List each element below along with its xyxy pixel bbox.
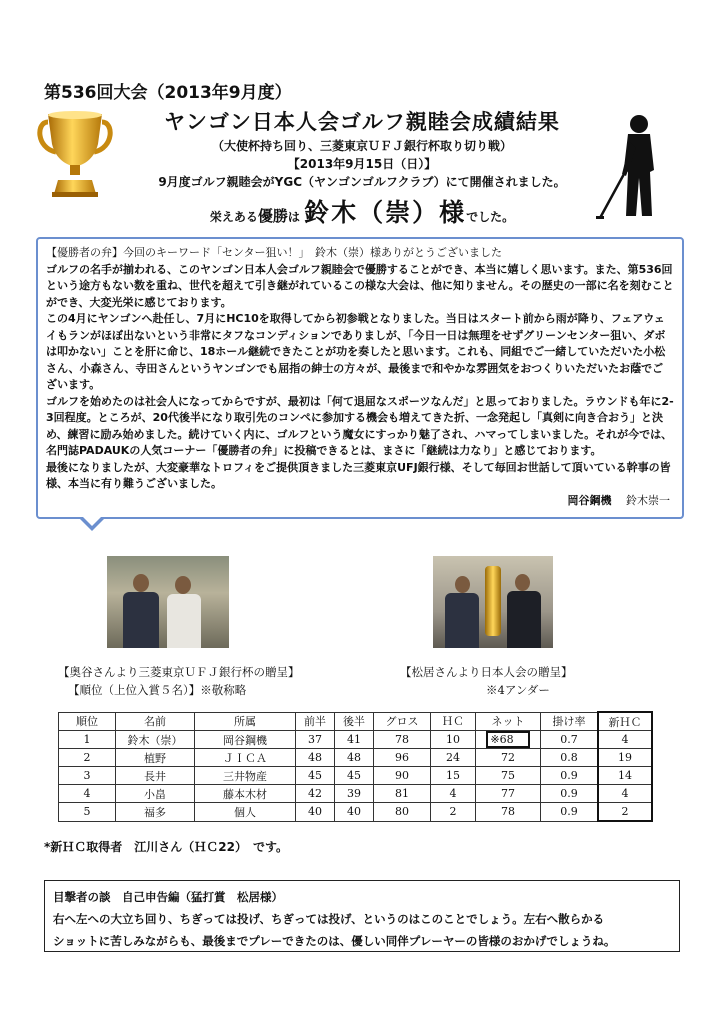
speech-paragraph: この4月にヤンゴンへ赴任し、7月にHC10を取得してから初参戦となりました。当日はスタート前から雨が降り、フェアウェイもランがほぼ出ないという非常にタフなコンディションでありましが、「今日一日は無理をせずグリーンセンター狙い、ダボは叩かない」ことを肝に命じ、18ホール継続できたことが功を奏したと思います。これも、同組でご一緒していただいた小松さん、小森さん、寺田さんというヤンゴンでも屈指の紳士の方々が、最後まで和やかな雰囲気をおつくりいただいたお蔭でございます。 [46,312,666,391]
winner-name: 鈴木（崇）様 [304,198,467,227]
cell-affiliation: 藤本木材 [195,785,296,803]
column-header: 順位 [59,712,116,731]
cell-gross: 81 [374,785,431,803]
table-row [59,731,653,749]
cell-name: 長井 [116,767,195,785]
net-highlight: ※68 [486,731,529,748]
table-row [59,749,653,767]
table-row [59,803,653,822]
cell-name: 鈴木（崇） [116,731,195,749]
witness-box [44,880,680,952]
cell-net: 78 [476,803,541,822]
cell-gross: 90 [374,767,431,785]
cell-name: 小畠 [116,785,195,803]
cell-hc: 10 [431,731,476,749]
speech-paragraph: 最後になりましたが、大変豪華なトロフィをご提供頂きました三菱東京UFJ銀行様、そして毎回お世話して頂いている幹事の皆様、本当に有り難うございました。 [46,460,671,490]
witness-line: 右へ左への大立ち回り、ちぎっては投げ、ちぎっては投げ、というのはこのことでしょう。左右へ散らかる [53,912,605,926]
right-photo-caption: 【松居さんより日本人会の贈呈】 [400,665,573,679]
speech-paragraph: ゴルフの名手が揃われる、このヤンゴン日本人会ゴルフ親睦会で優勝することができ、本当に嬉しく思います。また、第536回という途方もない数を重ね、世代を超えて引き継がれているこの様な大会は、他に知りません。その歴史の一部に名を刻むことができ、大変光栄に感じております。 [46,262,674,309]
column-header: ネット [476,712,541,731]
cell-new-hc: 14 [598,767,652,785]
award-photo-right [433,556,553,648]
winner-ha: は [287,210,300,224]
winner-em: 優勝 [257,207,288,225]
column-header: グロス [374,712,431,731]
award-photo-left [107,556,229,648]
cell-rate: 0.7 [541,731,599,749]
cell-affiliation: 三井物産 [195,767,296,785]
column-header: 所属 [195,712,296,731]
cell-front: 48 [296,749,335,767]
cell-rate: 0.9 [541,803,599,822]
cell-gross: 80 [374,803,431,822]
cell-new-hc: 2 [598,803,652,822]
left-photo-caption: 【奥谷さんより三菱東京ＵＦＪ銀行杯の贈呈】 [58,665,300,679]
cell-front: 45 [296,767,335,785]
column-header: ＨＣ [431,712,476,731]
cell-hc: 15 [431,767,476,785]
column-header: 名前 [116,712,195,731]
signature-name: 鈴木崇一 [626,493,670,507]
witness-line: ショットに苦しみながらも、最後までプレーできたのは、優しい同伴プレーヤーの皆様のおかげでしょうね。 [53,934,616,948]
cell-name: 福多 [116,803,195,822]
cell-net [476,731,541,749]
cell-back: 48 [335,749,374,767]
cell-rank: 2 [59,749,116,767]
winner-line [0,193,724,229]
cell-front: 42 [296,785,335,803]
winner-prefix: 栄えある [209,210,258,224]
ranking-caption: 【順位（上位入賞５名）】※敬称略 [68,683,247,697]
cell-hc: 24 [431,749,476,767]
column-header: 後半 [335,712,374,731]
cell-new-hc: 19 [598,749,652,767]
cell-gross: 96 [374,749,431,767]
cell-new-hc: 4 [598,731,652,749]
under-par-note: ※4アンダー [486,683,550,697]
cell-back: 41 [335,731,374,749]
issue-title: 第536回大会（2013年9月度） [44,83,292,103]
winner-speech-box [36,237,684,519]
cell-front: 40 [296,803,335,822]
cell-rank: 1 [59,731,116,749]
cell-rank: 5 [59,803,116,822]
cell-hc: 2 [431,803,476,822]
cell-gross: 78 [374,731,431,749]
speech-paragraph: ゴルフを始めたのは社会人になってからですが、最初は「何て退屈なスポーツなんだ」と思っておりました。ラウンドも年に2-3回程度。ところが、20代後半になり取引先のコンペに参加する機会も増えてきた折、一念発起し「真剣に向き合おう」と決め、練習に励み始めました。続けていく内に、ゴルフという魔女にすっかり魅了され、ハマってしまいました。それが今では、名門誌PADAUKの人気コーナー「優勝者の弁」に投稿できるとは、まさに「継続は力なり」と感じております。 [46,394,674,457]
cell-back: 45 [335,767,374,785]
signature-company: 岡谷鋼機 [567,493,612,507]
cell-name: 植野 [116,749,195,767]
cell-net: 75 [476,767,541,785]
cell-affiliation: 岡谷鋼機 [195,731,296,749]
cell-rate: 0.8 [541,749,599,767]
speech-tail-inner [81,515,103,526]
speech-heading: 【優勝者の弁】 [46,246,123,259]
cell-back: 39 [335,785,374,803]
cell-back: 40 [335,803,374,822]
cell-net: 72 [476,749,541,767]
cell-affiliation: ＪＩＣＡ [195,749,296,767]
speech-signature [568,493,671,510]
results-table [58,711,653,822]
main-title: ヤンゴン日本人会ゴルフ親睦会成績結果 [164,110,560,134]
table-row [59,785,653,803]
column-header: 掛け率 [541,712,599,731]
column-header: 前半 [296,712,335,731]
cell-rate: 0.9 [541,785,599,803]
subtitle: （大使杯持ち回り、三菱東京ＵＦＪ銀行杯取り切り戦） [211,139,512,153]
table-row [59,767,653,785]
cell-front: 37 [296,731,335,749]
new-hc-note: *新ＨＣ取得者 江川さん（ＨＣ22） です。 [44,840,289,854]
cell-affiliation: 個人 [195,803,296,822]
cell-hc: 4 [431,785,476,803]
cell-rate: 0.9 [541,767,599,785]
speech-heading-rest: 今回のキーワード「センター狙い！」 鈴木（崇）様ありがとうございました [123,246,503,259]
venue-line: 9月度ゴルフ親睦会がYGC（ヤンゴンゴルフクラブ）にて開催されました。 [158,175,566,189]
event-date: 【2013年9月15日（日）】 [287,157,437,171]
table-header-row [59,712,653,731]
cell-rank: 4 [59,785,116,803]
witness-title: 目撃者の談 自己申告編（猛打賞 松居様） [53,890,283,904]
cell-rank: 3 [59,767,116,785]
cell-net: 77 [476,785,541,803]
winner-suffix: でした。 [466,210,515,224]
column-header: 新ＨＣ [598,712,652,731]
cell-new-hc: 4 [598,785,652,803]
